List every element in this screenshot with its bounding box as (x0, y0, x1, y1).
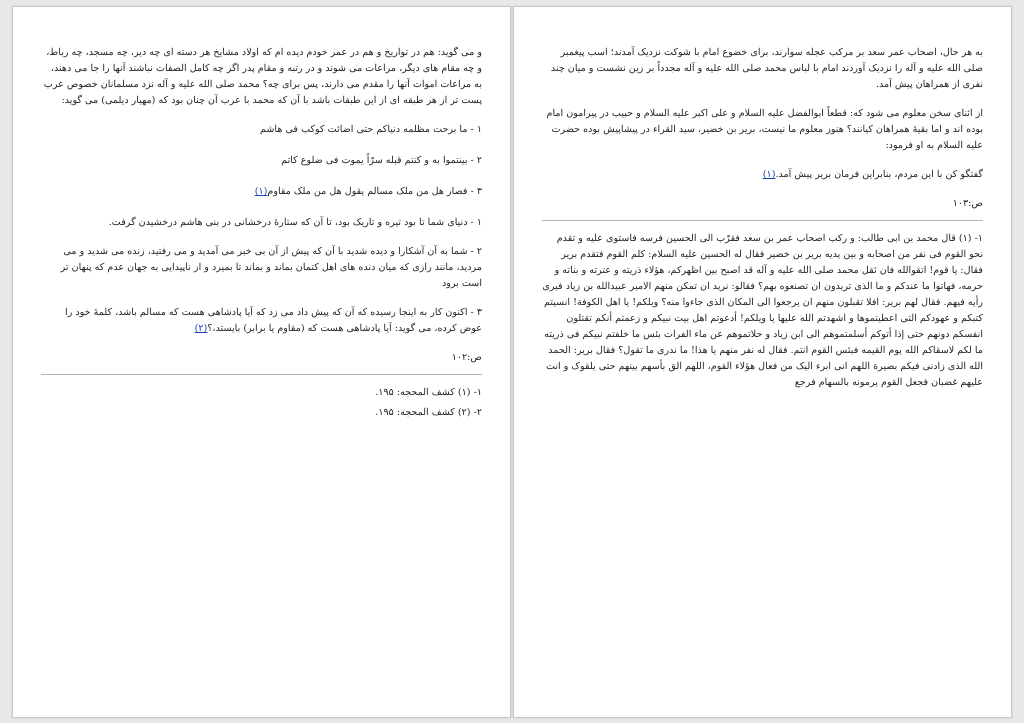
translation-paragraph: ۲ - شما به آن آشکارا و دیده شدید با آن که پیش از آن بی خبر می آمدید و می رفتید، زنده می شدید و می مردید، مانند رازی که میان دنده های اهل کتمان بماند و بماند تا بمیرد و از ناپیدایی به جهان عدم که پنهان تر است برود (60, 246, 482, 289)
footnote-link[interactable]: (۲) (194, 323, 208, 334)
body-paragraph (542, 167, 983, 183)
verse-text: ۳ - فصار هل من ملک مسالم یقول هل من ملک مقاوم (267, 186, 482, 197)
translation-paragraph (41, 305, 482, 337)
translation-text: ۳ - اکنون کار به اینجا رسیده که آن که پیش داد می زد که آیا پادشاهی هست که مسالم باشد، کلمهٔ خود را عوض کرده، می گوید: آیا پادشاهی هست که (مقاوم یا برابر) بایستد،؟ (65, 307, 482, 334)
footnote-link[interactable]: (۱) (762, 169, 776, 180)
body-paragraph: به هر حال، اصحاب عمر سعد بر مرکب عجله سوارند، برای خضوع امام با شوکت نزدیک آمدند؛ اسب پیغمبر صلی الله علیه و آله را نزدیک آوردند امام با لباس محمد صلی الله علیه و آله مجدداً بر زین نشست و میان چند نفری از همراهان پیش آمد. (550, 47, 983, 90)
footnote-link[interactable]: (۱) (254, 186, 268, 197)
page-content (542, 45, 983, 395)
verse-line: ۱ - ما برحت مظلمه دنیاکم حتی اضائت کوکب فی هاشم (259, 124, 482, 135)
body-paragraph: و می گوید: هم در تواریخ و هم در عمر خودم دیده ام که اولاد مشایخ هر دسته ای چه دیر، چه مسجد، چه رباط، و چه مقام های دیگر، مراعات می شوند و در رتبه و مقام پدر اگر چه کامل الصفات نباشند آنها را جا می دهند، به مراعات اموات آنها را مقدم می دارند، پس برای چه؟ محمد صلی الله علیه و آله نزد مسلمانان خصوص عرب پست تر از هر طبقه ای از این طبقات باشد با آن که محمد با عرب آن چنان بود که (مهیار دیلمی) می گوید: (43, 47, 482, 106)
verse-line (41, 184, 482, 200)
document-page-102 (12, 6, 511, 718)
page-number: ص:۱۰۲ (451, 352, 482, 363)
document-page-103 (513, 6, 1012, 718)
page-number: ص:۱۰۳ (952, 198, 983, 209)
translation-paragraph: ۱ - دنیای شما تا بود تیره و تاریک بود، تا آن که ستارهٔ درخشانی در بنی هاشم درخشیدن گرفت. (108, 217, 482, 228)
body-paragraph: از اثنای سخن معلوم می شود که: قطعاً ابوالفضل علیه السلام و علی اکبر علیه السلام و حبیب در پیرامون امام بوده اند و اما بقیهٔ همراهان کیانند؟ هنوز معلوم ما نیست، بریر بن خضیر، سید القراء در پیشاپیش بوده حضرت علیه السلام به او فرمود: (546, 108, 983, 151)
footnote-divider (542, 220, 983, 221)
page-content (41, 45, 482, 425)
footnote-item: ۱- (۱) کشف المحجه: ۱۹۵. (375, 387, 482, 398)
footnote-item: ۱- (۱) قال محمد بن ابی طالب: و رکب اصحاب عمر بن سعد فقرّب الی الحسین فرسه فاستوی علیه و تقدم نحو القوم فی نفر من اصحابه و بین یدیه بریر بن خضیر فقال له الحسین علیه السلام: کلم القوم فتقدم بریر فقال: یا قوم! اتقوالله فان ثقل محمد صلی الله علیه و آله قد اصبح بین اظهرکم، هؤلاء ذریته و عترته و بناته و حرمه، فهاتوا ما عندکم و ما الذی تریدون ان تصنعوه بهم؟ فقالو: نرید ان تمکن منهم الامیر عبیدالله بن زیاد فیری رأیه فیهم. فقال لهم بریر: افلا تقبلون منهم ان یرجعوا الی المکان الذی جاءوا منه؟ ویلکم! یا اهل الکوفة! انسیتم کتبکم و عهودکم التی اعطیتموها و اشهدتم الله علیها یا ویلکم! أدعوتم اهل بیت نبیکم و زعمتم أنکم تقتلون انفسکم دونهم حتی إذا أتوکم أسلمتموهم الی ابن زیاد و حلاتموهم عن ماء الفرات بئس ما خلفتم نبیکم فی ذریته ما لکم لاسقاکم الله یوم القیمه فبئس القوم انتم. فقال له نفر منهم یا هذا! ما ندری ما تقول؟ فقال بریر: الحمد الله الذی زادنی فیکم بصیرة اللهم انی ابرء الیک من فعال هؤلاء القوم، اللهم الق بأسهم بینهم حتی یلقوک و انت علیهم غضبان فجعل القوم یرمونه بالسهام فرجع (542, 233, 983, 388)
verse-line: ۲ - بینتموا به و کنتم قبله سرّاً یموت فی ضلوع کاتم (281, 155, 482, 166)
body-text: گفتگو کن با این مردم، بنابراین فرمان بریر پیش آمد. (775, 169, 983, 180)
footnote-item: ۲- (۲) کشف المحجه: ۱۹۵. (375, 407, 482, 418)
footnote-divider (41, 374, 482, 375)
